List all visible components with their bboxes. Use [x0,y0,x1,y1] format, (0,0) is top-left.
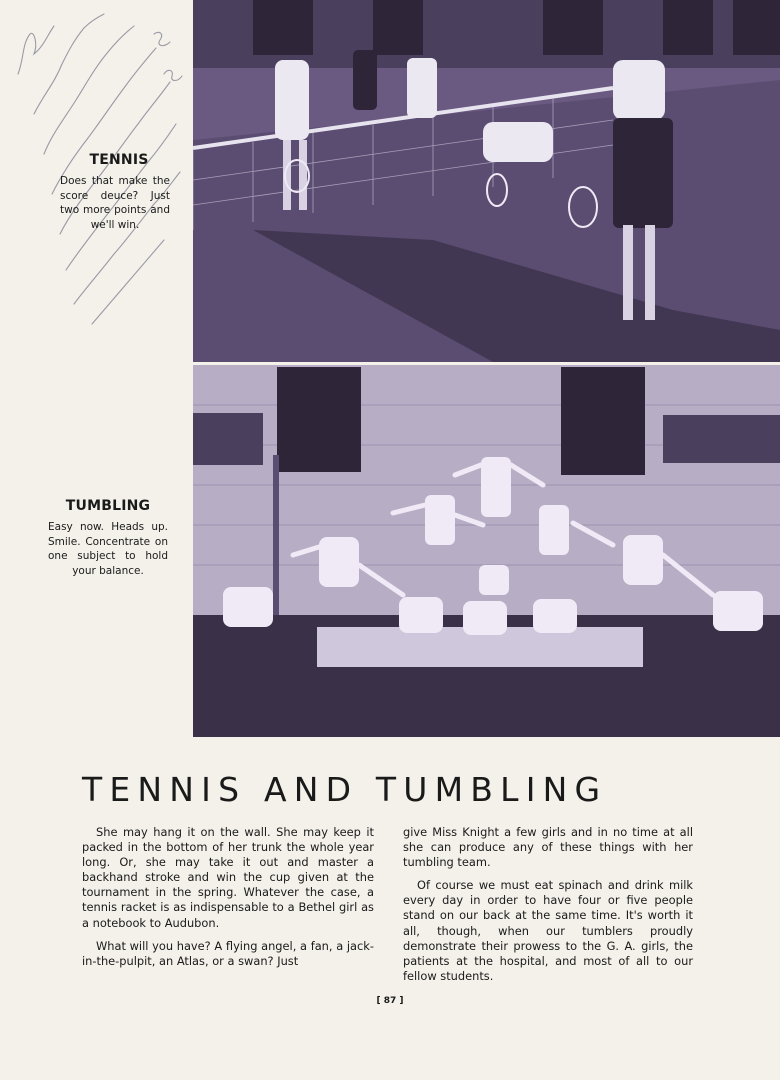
body-column-right [403,825,693,992]
tumbling-photo [193,365,780,737]
body-paragraph: She may hang it on the wall. She may keep it packed in the bottom of her trunk the whole year long. Or, she may take it out and master a backhand stroke and win the cup given at the tournament in the spring. Whatever the case, a tennis racket is as indispensable to a Bethel girl as a notebook to Audubon. [82,825,374,930]
page-number: [ 87 ] [376,996,404,1006]
tennis-caption [60,152,170,232]
body-paragraph: give Miss Knight a few girls and in no time at all she can produce any of these things with her tumbling team. [403,825,693,870]
tennis-caption-text: Does that make the score deuce? Just two more points and we'll win. [60,175,170,231]
tumbling-caption-title: TUMBLING [65,498,151,514]
page-title: TENNIS AND TUMBLING [82,770,608,809]
body-paragraph: Of course we must eat spinach and drink milk every day in order to have four or five people stand on our back at the same time. It's worth it all, though, when our tumblers proudly demonstrate their prowess to the G. A. girls, the patients at the hospital, and most of all to our fellow students. [403,878,693,983]
tennis-photo [193,0,780,362]
body-column-left [82,825,374,977]
tumbling-caption [48,498,168,578]
tennis-caption-title: TENNIS [89,152,149,168]
tumbling-caption-text: Easy now. Heads up. Smile. Concentrate on one subject to hold your balance. [48,521,168,577]
body-paragraph: What will you have? A flying angel, a fan, a jack-in-the-pulpit, an Atlas, or a swan? Just [82,938,374,968]
